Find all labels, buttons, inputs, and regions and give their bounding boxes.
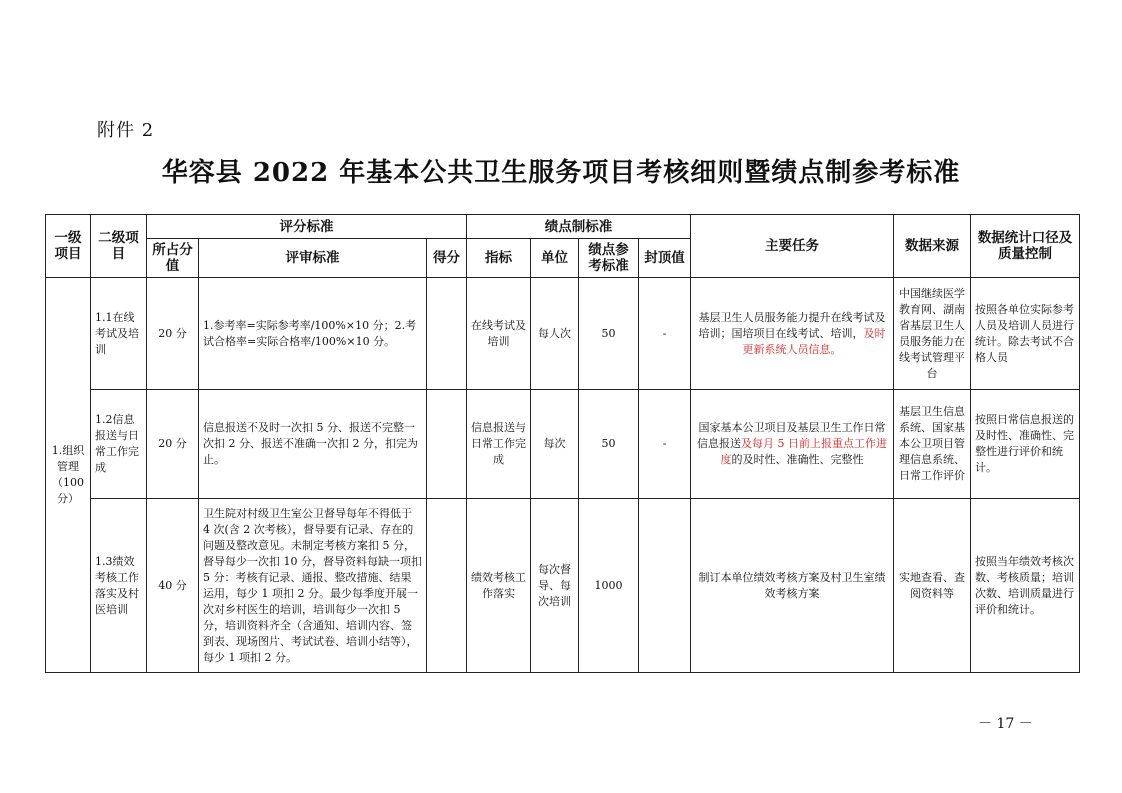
header-reference-points: 绩点参考标准 <box>579 239 639 278</box>
task-text: 国家基本公卫项目及基层卫生工作日常信息报送 <box>697 421 886 450</box>
source-cell: 基层卫生信息系统、国家基本公卫项目管理信息系统、日常工作评价 <box>894 390 971 499</box>
level2-cell: 1.3绩效考核工作落实及村医培训 <box>91 499 147 673</box>
table-row <box>46 499 1080 673</box>
table-row <box>46 278 1080 390</box>
header-level2: 二级项目 <box>91 215 147 278</box>
header-indicator: 指标 <box>467 239 531 278</box>
reference-cell: 1000 <box>579 499 639 673</box>
page-number: － 17 － <box>978 716 1033 732</box>
task-cell <box>691 278 894 390</box>
level2-cell: 1.2信息报送与日常工作完成 <box>91 390 147 499</box>
unit-cell: 每次 <box>531 390 579 499</box>
source-cell: 实地查看、查阅资料等 <box>894 499 971 673</box>
task-cell <box>691 499 894 673</box>
assessment-table <box>45 214 1080 673</box>
task-tail: 的及时性、准确性、完整性 <box>731 453 864 466</box>
cap-cell: - <box>639 278 691 390</box>
weight-cell: 20 分 <box>147 278 199 390</box>
unit-cell: 每次督导、每次培训 <box>531 499 579 673</box>
task-cell <box>691 390 894 499</box>
header-stats-quality: 数据统计口径及质量控制 <box>971 215 1080 278</box>
task-highlight: 及时更新系统人员信息。 <box>742 326 886 356</box>
header-points-group: 绩点制标准 <box>467 215 691 239</box>
indicator-cell: 绩效考核工作落实 <box>467 499 531 673</box>
reference-cell: 50 <box>579 278 639 390</box>
stats-cell: 按照日常信息报送的及时性、准确性、完整性进行评价和统计。 <box>971 390 1080 499</box>
header-main-tasks: 主要任务 <box>691 215 894 278</box>
task-text: 基层卫生人员服务能力提升在线考试及培训；国培项目在线考试、培训， <box>698 310 886 340</box>
header-cap: 封顶值 <box>639 239 691 278</box>
attachment-label: 附件 2 <box>97 120 155 141</box>
header-scoring-group: 评分标准 <box>147 215 467 239</box>
header-data-source: 数据来源 <box>894 215 971 278</box>
cap-cell <box>639 499 691 673</box>
table-row <box>46 390 1080 499</box>
header-row-1 <box>46 215 1080 239</box>
header-level1: 一级项目 <box>46 215 91 278</box>
reference-cell: 50 <box>579 390 639 499</box>
document-title: 华容县 2022 年基本公共卫生服务项目考核细则暨绩点制参考标准 <box>161 158 961 188</box>
score-cell <box>427 390 467 499</box>
indicator-cell: 信息报送与日常工作完成 <box>467 390 531 499</box>
cap-cell: - <box>639 390 691 499</box>
criteria-cell: 卫生院对村级卫生室公卫督导每年不得低于 4 次(含 2 次考核），督导要有记录、存在的问题及整改意见。未制定考核方案扣 5 分，督导每少一次扣 10 分，督导资料每缺一项扣 5 分：考核有记录、通报、整改措施、结果运用，每少 1 项扣 2 分。最少每季度开展一次对乡村医生的培训，培训每少一次扣 5 分，培训资料齐全（含通知、培训内容、签到表、现场图片、考试试卷、培训小结等），每少 1 项扣 2 分。 <box>199 499 427 673</box>
score-cell <box>427 499 467 673</box>
header-score: 得分 <box>427 239 467 278</box>
unit-cell: 每人次 <box>531 278 579 390</box>
level1-cell: 1.组织管理（100分） <box>46 278 91 673</box>
stats-cell: 按照各单位实际参考人员及培训人员进行统计。除去考试不合格人员 <box>971 278 1080 390</box>
stats-cell: 按照当年绩效考核次数、考核质量；培训次数、培训质量进行评价和统计。 <box>971 499 1080 673</box>
indicator-cell: 在线考试及培训 <box>467 278 531 390</box>
weight-cell: 40 分 <box>147 499 199 673</box>
task-highlight: 及每月 5 日前上报重点工作进度 <box>720 437 887 466</box>
score-cell <box>427 278 467 390</box>
header-score-weight: 所占分值 <box>147 239 199 278</box>
weight-cell: 20 分 <box>147 390 199 499</box>
header-unit: 单位 <box>531 239 579 278</box>
source-cell: 中国继续医学教育网、湖南省基层卫生人员服务能力在线考试管理平台 <box>894 278 971 390</box>
header-review-criteria: 评审标准 <box>199 239 427 278</box>
task-text: 制订本单位绩效考核方案及村卫生室绩效考核方案 <box>698 570 886 600</box>
criteria-cell: 1.参考率=实际参考率/100%×10 分；2.考试合格率=实际合格率/100%×10 分。 <box>199 278 427 390</box>
criteria-cell: 信息报送不及时一次扣 5 分、报送不完整一次扣 2 分、报送不准确一次扣 2 分，扣完为止。 <box>199 390 427 499</box>
level2-cell: 1.1在线考试及培训 <box>91 278 147 390</box>
